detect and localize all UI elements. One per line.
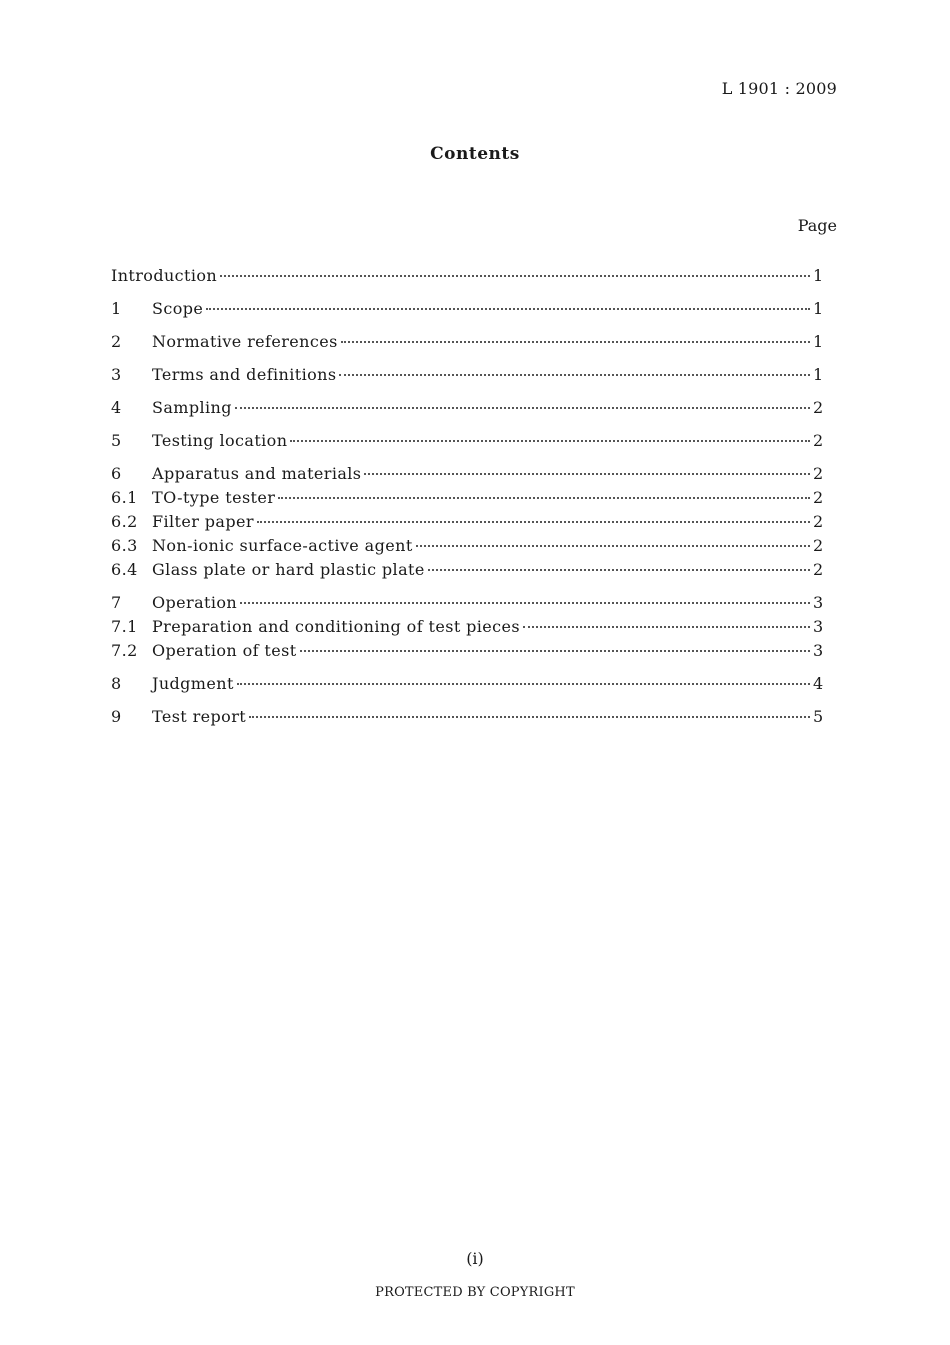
toc-entry-6-2[interactable] — [111, 512, 823, 534]
toc-entry-page: 2 — [813, 464, 824, 483]
toc-entry-introduction[interactable] — [111, 266, 823, 288]
toc-entry-number: 1 — [111, 299, 122, 318]
toc-entry-number: 9 — [111, 707, 122, 726]
toc-entry-page: 3 — [813, 641, 824, 660]
toc-entry-8[interactable] — [111, 674, 823, 696]
toc-entry-title: Testing location — [152, 431, 288, 450]
toc-leader — [339, 374, 810, 376]
toc-leader — [235, 407, 810, 409]
toc-entry-title: Scope — [152, 299, 204, 318]
copyright-notice: PROTECTED BY COPYRIGHT — [375, 1285, 575, 1300]
toc-entry-number: 7.1 — [111, 617, 138, 636]
toc-entry-number: 8 — [111, 674, 122, 693]
toc-entry-page: 1 — [813, 299, 824, 318]
toc-leader — [416, 545, 810, 547]
toc-entry-6-3[interactable] — [111, 536, 823, 558]
toc-entry-number: 6.4 — [111, 560, 138, 579]
toc-entry-number: 6.3 — [111, 536, 138, 555]
toc-entry-page: 2 — [813, 560, 824, 579]
toc-entry-page: 1 — [813, 332, 824, 351]
page-column-label: Page — [797, 216, 837, 235]
toc-entry-title: Filter paper — [152, 512, 254, 531]
toc-entry-title: Operation — [152, 593, 238, 612]
toc-entry-4[interactable] — [111, 398, 823, 420]
toc-entry-9[interactable] — [111, 707, 823, 729]
toc-entry-number: 3 — [111, 365, 122, 384]
toc-entry-page: 1 — [813, 365, 824, 384]
toc-leader — [257, 521, 810, 523]
toc-entry-page: 2 — [813, 488, 824, 507]
toc-entry-page: 1 — [813, 266, 824, 285]
page-title: Contents — [430, 144, 520, 164]
toc-leader — [364, 473, 810, 475]
toc-leader — [290, 440, 810, 442]
toc-entry-title: Introduction — [111, 266, 218, 285]
toc-entry-title: Non-ionic surface-active agent — [152, 536, 413, 555]
toc-entry-number: 6.1 — [111, 488, 138, 507]
toc-entry-5[interactable] — [111, 431, 823, 453]
toc-entry-number: 7.2 — [111, 641, 138, 660]
toc-entry-page: 2 — [813, 512, 824, 531]
toc-entry-title: Apparatus and materials — [152, 464, 362, 483]
toc-entry-title: Normative references — [152, 332, 338, 351]
toc-entry-6-4[interactable] — [111, 560, 823, 582]
toc-leader — [278, 497, 810, 499]
toc-entry-number: 6.2 — [111, 512, 138, 531]
toc-entry-number: 2 — [111, 332, 122, 351]
toc-entry-6[interactable] — [111, 464, 823, 486]
toc-leader — [341, 341, 810, 343]
toc-entry-title: Test report — [152, 707, 247, 726]
toc-leader — [523, 626, 810, 628]
toc-leader — [300, 650, 810, 652]
toc-entry-7[interactable] — [111, 593, 823, 615]
toc-entry-7-1[interactable] — [111, 617, 823, 639]
toc-leader — [240, 602, 810, 604]
toc-entry-number: 5 — [111, 431, 122, 450]
toc-entry-title: Sampling — [152, 398, 232, 417]
toc-entry-number: 6 — [111, 464, 122, 483]
toc-entry-page: 2 — [813, 431, 824, 450]
toc-entry-page: 2 — [813, 536, 824, 555]
toc-leader — [428, 569, 810, 571]
toc-entry-page: 2 — [813, 398, 824, 417]
toc-entry-6-1[interactable] — [111, 488, 823, 510]
toc-leader — [249, 716, 810, 718]
toc-entry-number: 7 — [111, 593, 122, 612]
standard-number: L 1901 : 2009 — [721, 79, 837, 98]
toc-entry-2[interactable] — [111, 332, 823, 354]
toc-entry-title: TO-type tester — [152, 488, 276, 507]
toc-entry-page: 3 — [813, 617, 824, 636]
toc-entry-page: 3 — [813, 593, 824, 612]
toc-entry-title: Preparation and conditioning of test pieces — [152, 617, 521, 636]
toc-entry-3[interactable] — [111, 365, 823, 387]
toc-entry-title: Glass plate or hard plastic plate — [152, 560, 425, 579]
toc-leader — [206, 308, 810, 310]
toc-entry-title: Terms and definitions — [152, 365, 337, 384]
toc-entry-page: 5 — [813, 707, 824, 726]
toc-entry-title: Judgment — [152, 674, 234, 693]
toc-entry-1[interactable] — [111, 299, 823, 321]
toc-entry-7-2[interactable] — [111, 641, 823, 663]
toc-leader — [220, 275, 810, 277]
toc-entry-page: 4 — [813, 674, 824, 693]
page-number: (i) — [466, 1249, 484, 1268]
toc-entry-title: Operation of test — [152, 641, 297, 660]
toc-entry-number: 4 — [111, 398, 122, 417]
toc-leader — [237, 683, 810, 685]
